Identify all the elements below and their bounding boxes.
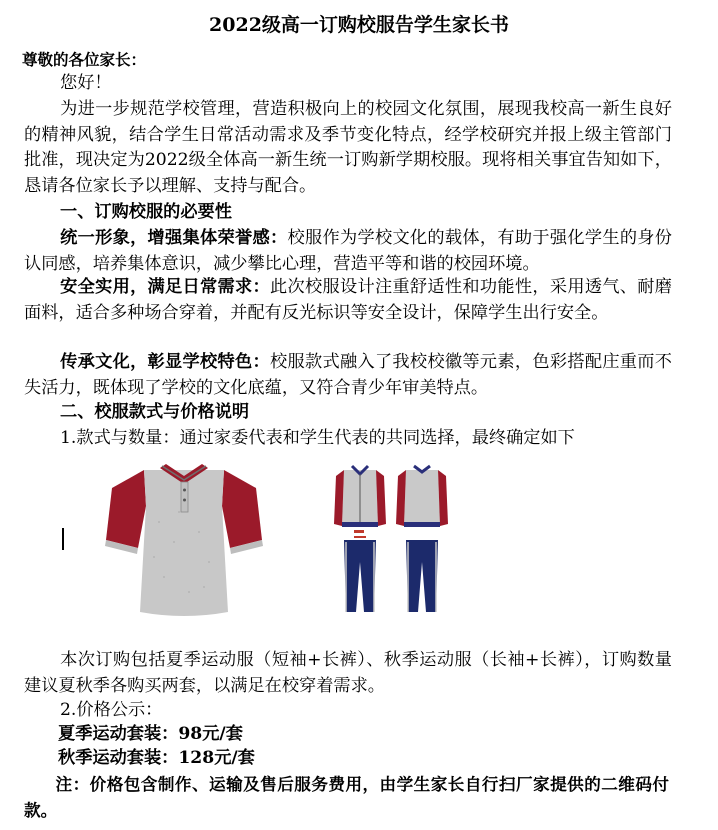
section2-heading: 二、校服款式与价格说明 xyxy=(60,402,250,422)
document-title: 2022级高一订购校服告学生家长书 xyxy=(209,14,509,36)
salutation: 尊敬的各位家长： xyxy=(22,50,147,69)
autumn-price-label: 秋季运动套装： xyxy=(58,748,179,768)
intro-paragraph: 为进一步规范学校管理，营造积极向上的校园文化氛围，展现我校高一新生良好的精神风貌，结合学生日常活动需求及季节变化特点，经学校研究并报上级主管部门批准，现决定为2022级全体高一新生统一订购新学期校服。现将相关事宜告知如下，恳请各位家长予以理解、支持与配合。 xyxy=(24,99,672,196)
necessity-item-1 xyxy=(24,226,672,277)
section1-heading: 一、订购校服的必要性 xyxy=(60,202,232,222)
purchase-paragraph: 本次订购包括夏季运动服（短袖+长裤）、秋季运动服（长袖+长裤），订购数量建议夏秋季各购买两套，以满足在校穿着需求。 xyxy=(24,650,672,696)
price-heading: 2.价格公示： xyxy=(60,700,163,720)
summer-price-value: 98元/套 xyxy=(178,724,243,744)
summer-polo-shirt-image xyxy=(104,462,264,622)
necessity-item-3-text: 校服款式融入了我校校徽等元素，色彩搭配庄重而不失活力，既体现了学校的文化底蕴，又符合青少年审美特点。 xyxy=(24,352,672,398)
summer-price-label: 夏季运动套装： xyxy=(58,724,179,744)
necessity-item-2 xyxy=(24,275,672,326)
summer-price-line xyxy=(58,722,243,748)
necessity-item-3-lead: 传承文化，彰显学校特色： xyxy=(60,352,270,372)
necessity-item-3 xyxy=(24,350,672,401)
autumn-price-line xyxy=(58,746,255,772)
style-intro: 1.款式与数量：通过家委代表和学生代表的共同选择，最终确定如下 xyxy=(60,428,575,448)
price-note: 注：价格包含制作、运输及售后服务费用，由学生家长自行扫厂家提供的二维码付款。 xyxy=(24,775,669,820)
necessity-item-2-lead: 安全实用，满足日常需求： xyxy=(60,277,270,297)
autumn-price-value: 128元/套 xyxy=(178,748,255,768)
greeting: 您好！ xyxy=(60,73,112,93)
text-cursor xyxy=(62,528,64,550)
autumn-tracksuit-image xyxy=(330,462,454,622)
necessity-item-2-text: 此次校服设计注重舒适性和功能性，采用透气、耐磨面料，适合多种场合穿着，并配有反光标识等安全设计，保障学生出行安全。 xyxy=(24,277,672,323)
necessity-item-1-lead: 统一形象，增强集体荣誉感： xyxy=(60,228,288,248)
necessity-item-1-text: 校服作为学校文化的载体，有助于强化学生的身份认同感，培养集体意识，减少攀比心理，营造平等和谐的校园环境。 xyxy=(24,228,672,274)
